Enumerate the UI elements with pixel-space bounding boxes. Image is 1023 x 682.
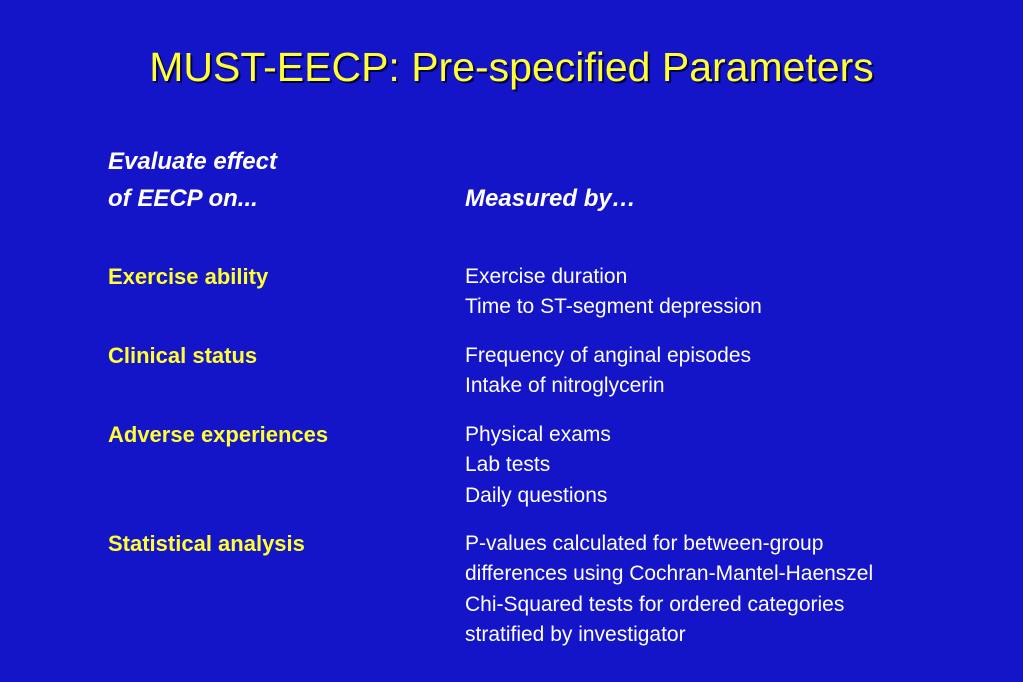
row-items-clinical-status — [465, 341, 751, 402]
row-items-statistical-analysis — [465, 529, 873, 650]
column-header-evaluate-line2: of EECP on... — [108, 185, 258, 212]
row-item: stratified by investigator — [465, 622, 686, 646]
column-header-measured — [465, 180, 636, 217]
row-item: Physical exams — [465, 423, 611, 446]
row-item: Chi-Squared tests for ordered categories — [465, 592, 845, 616]
row-item: Lab tests — [465, 453, 551, 477]
row-item: Daily questions — [465, 483, 608, 507]
slide-title: MUST-EECP: Pre-specified Parameters — [149, 44, 874, 90]
row-item: Time to ST-segment depression — [465, 295, 762, 319]
row-item: Frequency of anginal episodes — [465, 344, 752, 367]
row-label-adverse-experiences: Adverse experiences — [108, 422, 329, 447]
row-items-exercise-ability — [465, 262, 762, 323]
row-label-clinical-status: Clinical status — [108, 343, 258, 368]
row-item: Intake of nitroglycerin — [465, 374, 665, 398]
row-item: Exercise duration — [465, 265, 628, 288]
row-item: P-values calculated for between-group — [465, 532, 824, 555]
column-header-measured-text: Measured by… — [465, 185, 636, 212]
row-label-exercise-ability: Exercise ability — [108, 264, 269, 289]
row-label-statistical-analysis: Statistical analysis — [108, 531, 305, 556]
column-header-evaluate-line1: Evaluate effect — [108, 148, 277, 175]
row-items-adverse-experiences — [465, 420, 611, 511]
column-header-evaluate — [108, 143, 277, 217]
row-item: differences using Cochran-Mantel-Haenszel — [465, 562, 874, 586]
